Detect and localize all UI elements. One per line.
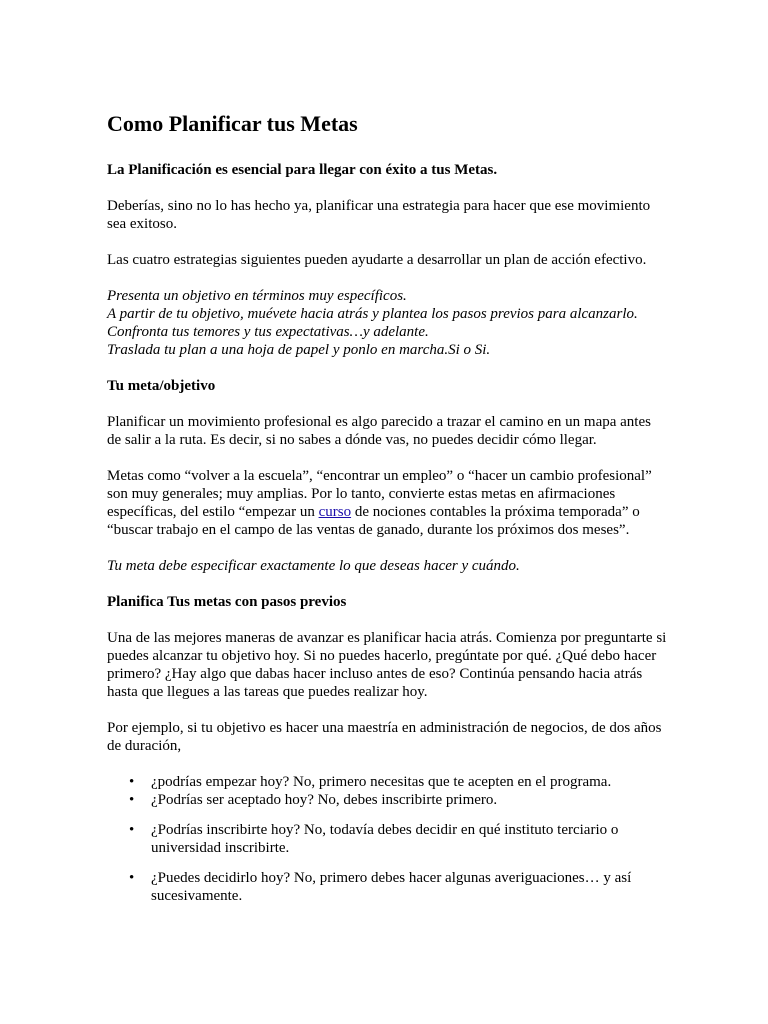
example-bullet-list — [107, 773, 668, 905]
bullet-icon: • — [129, 792, 135, 808]
list-item — [129, 773, 668, 791]
subtitle: La Planificación es esencial para llegar con éxito a tus Metas. — [107, 162, 498, 178]
goal-paragraph-2 — [107, 467, 668, 539]
list-item-text: ¿Podrías inscribirte hoy? No, todavía debes decidir en qué instituto terciario o universidad inscribirte. — [151, 822, 619, 856]
strategy-item: Traslada tu plan a una hoja de papel y ponlo en marcha.Si o Si. — [107, 342, 491, 358]
curso-link[interactable]: curso — [318, 504, 352, 520]
strategies-intro-paragraph: Las cuatro estrategias siguientes pueden ayudarte a desarrollar un plan de acción efectivo. — [107, 252, 647, 268]
goal-paragraph-2-text-after: de nociones contables la próxima temporada” o “buscar trabajo en el campo de las ventas de ganado, durante los próximos dos meses”. — [107, 504, 640, 538]
section-heading-goal: Tu meta/objetivo — [107, 378, 216, 394]
plan-paragraph-2: Por ejemplo, si tu objetivo es hacer una maestría en administración de negocios, de dos años de duración, — [107, 720, 662, 754]
strategy-item: Confronta tus temores y tus expectativas…y adelante. — [107, 324, 429, 340]
list-item — [129, 791, 668, 809]
goal-italic-note: Tu meta debe especificar exactamente lo que deseas hacer y cuándo. — [107, 558, 520, 574]
section-heading-plan: Planifica Tus metas con pasos previos — [107, 594, 347, 610]
list-item — [129, 821, 668, 857]
strategy-item: A partir de tu objetivo, muévete hacia atrás y plantea los pasos previos para alcanzarlo. — [107, 306, 638, 322]
list-item-text: ¿Podrías ser aceptado hoy? No, debes inscribirte primero. — [151, 792, 498, 808]
strategy-item: Presenta un objetivo en términos muy específicos. — [107, 288, 407, 304]
list-item-text: ¿Puedes decidirlo hoy? No, primero debes hacer algunas averiguaciones… y así sucesivamente. — [151, 870, 632, 904]
strategies-list — [107, 287, 668, 359]
plan-paragraph-1: Una de las mejores maneras de avanzar es planificar hacia atrás. Comienza por preguntarte si puedes alcanzar tu objetivo hoy. Si no puedes hacerlo, pregúntate por qué. ¿Qué debo hacer primero? ¿Hay algo que dabas hacer incluso antes de eso? Continúa pensando hacia atrás hasta que llegues a las tareas que puedes realizar hoy. — [107, 630, 667, 700]
bullet-icon: • — [129, 774, 135, 790]
list-item — [129, 869, 668, 905]
list-item-text: ¿podrías empezar hoy? No, primero necesitas que te acepten en el programa. — [151, 774, 612, 790]
bullet-icon: • — [129, 822, 135, 838]
goal-paragraph-1: Planificar un movimiento profesional es algo parecido a trazar el camino en un mapa antes de salir a la ruta. Es decir, si no sabes a dónde vas, no puedes decidir cómo llegar. — [107, 414, 651, 448]
bullet-icon: • — [129, 870, 135, 886]
page-title: Como Planificar tus Metas — [107, 111, 358, 136]
intro-paragraph: Deberías, sino no lo has hecho ya, planificar una estrategia para hacer que ese movimiento sea exitoso. — [107, 198, 651, 232]
goal-paragraph-2-text-before: Metas como “volver a la escuela”, “encontrar un empleo” o “hacer un cambio profesional” son muy generales; muy amplias. Por lo tanto, convierte estas metas en afirmaciones específicas, del estilo “empezar un — [107, 468, 652, 520]
